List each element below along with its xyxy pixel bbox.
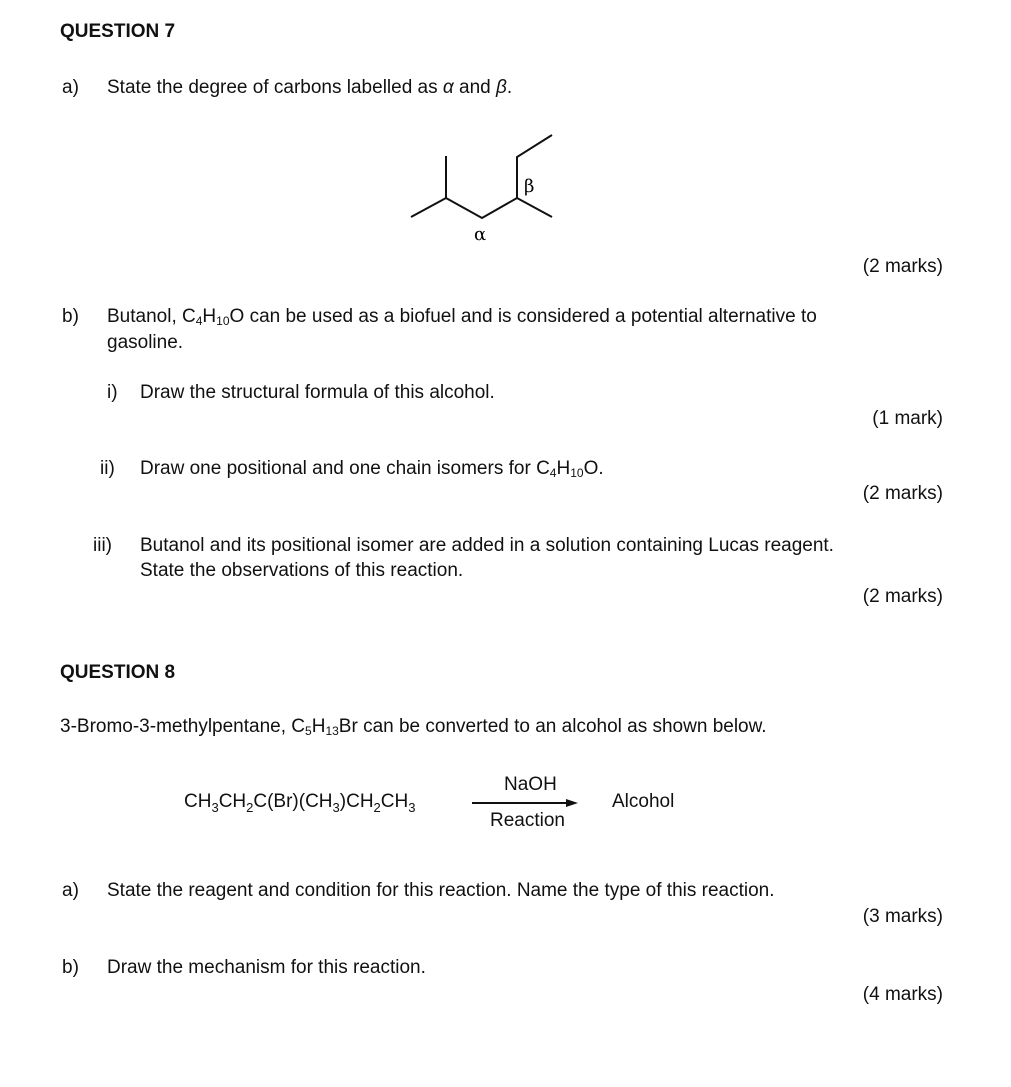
question-8-title: QUESTION 8 [60,662,176,683]
q8-intro: 3-Bromo-3-methylpentane, $C_5H_{13}Br$ can be converted to an alcohol as shown below. [60,716,767,738]
q7biii-marks: (2 marks) [862,586,943,607]
q8b-text: Draw the mechanism for this reaction. [107,957,426,978]
condition-label: Reaction [490,810,565,831]
product-label: Alcohol [612,791,675,812]
reactant-formula: $CH_3CH_2C(Br)(CH_3)CH_2CH_3$ [184,791,416,815]
q7bi-marks: (1 mark) [872,408,943,429]
reagent-label: NaOH [504,774,557,795]
reaction-arrow-icon [470,796,610,810]
q8a-text: State the reagent and condition for this reaction. Name the type of this reaction. [107,880,775,901]
q8b-marks: (4 marks) [862,984,943,1005]
q8a-label: a) [62,880,79,901]
q7b-text: Butanol, $C_4H_{10}O$ can be used as a biofuel and is considered a potential alternative to [107,306,817,328]
q7biii-label: iii) [93,535,112,556]
q7b-label: b) [62,306,79,327]
beta-label: β [524,176,535,197]
q7a-label: a) [62,77,79,98]
skeletal-structure [0,0,1011,260]
q8a-marks: (3 marks) [862,906,943,927]
question-7-title: QUESTION 7 [60,21,176,42]
q7bii-text: Draw one positional and one chain isomers for $C_4H_{10}O$. [140,458,604,480]
q7bii-label: ii) [100,458,115,479]
q7biii-text-line2: State the observations of this reaction. [140,560,464,581]
q7a-text: State the degree of carbons labelled as α and β. [107,77,513,98]
q7biii-text: Butanol and its positional isomer are added in a solution containing Lucas reagent. [140,535,834,556]
q7b-text-line2: gasoline. [107,332,184,353]
q7bi-text: Draw the structural formula of this alcohol. [140,382,495,403]
q8b-label: b) [62,957,79,978]
alpha-label: α [474,224,487,245]
q7bii-marks: (2 marks) [862,483,943,504]
q7bi-label: i) [107,382,118,403]
q7a-marks: (2 marks) [862,256,943,277]
